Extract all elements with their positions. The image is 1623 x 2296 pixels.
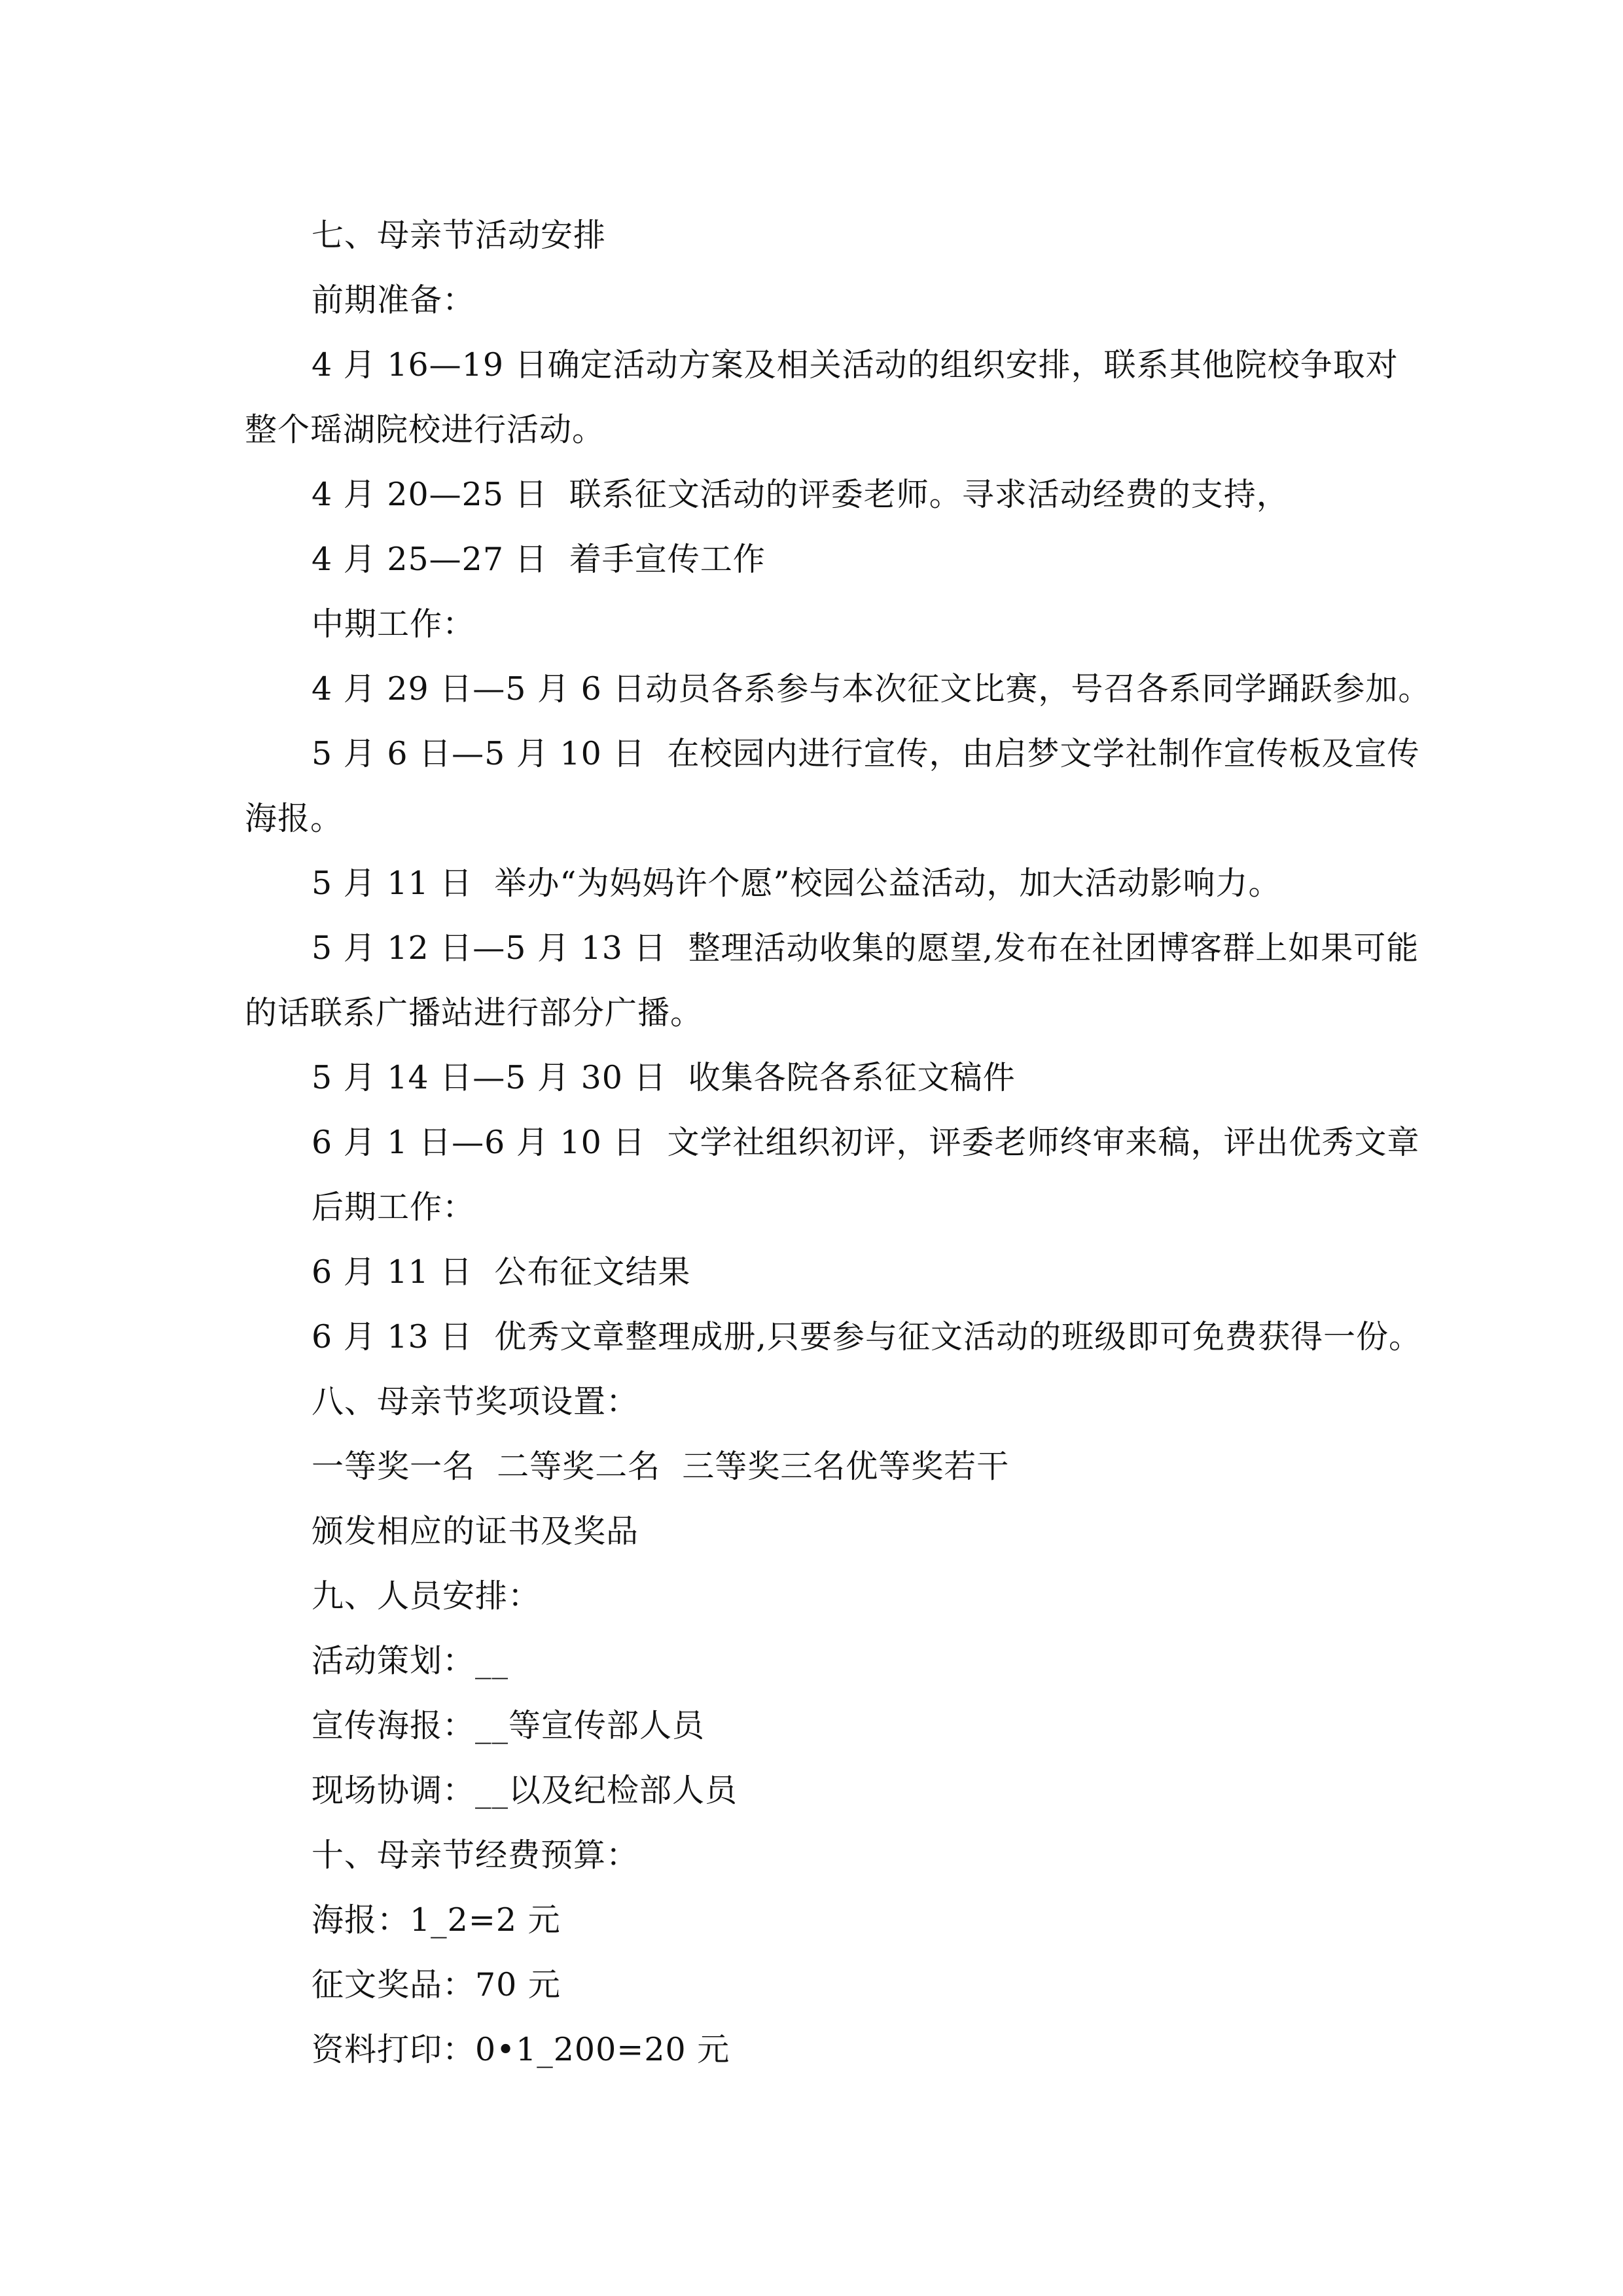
text-line: 5 月 12 日—5 月 13 日 整理活动收集的愿望,发布在社团博客群上如果可能: [312, 929, 1419, 967]
text-line: 4 月 16—19 日确定活动方案及相关活动的组织安排，联系其他院校争取对: [312, 346, 1399, 384]
text-line: 4 月 20—25 日 联系征文活动的评委老师。寻求活动经费的支持，: [312, 476, 1289, 513]
text-line: 整个瑶湖院校进行活动。: [245, 411, 605, 448]
text-line: 征文奖品：70 元: [312, 1966, 561, 2003]
text-line: 6 月 1 日—6 月 10 日 文学社组织初评，评委老师终审来稿，评出优秀文章: [312, 1124, 1420, 1161]
text-line: 6 月 11 日 公布征文结果: [312, 1253, 691, 1291]
text-line: 的话联系广播站进行部分广播。: [245, 994, 704, 1031]
text-line: 4 月 25—27 日 着手宣传工作: [312, 541, 766, 578]
text-line: 七、母亲节活动安排: [312, 217, 607, 254]
text-line: 现场协调：__以及纪检部人员: [312, 1772, 738, 1809]
text-line: 颁发相应的证书及奖品: [312, 1513, 639, 1550]
text-line: 中期工作：: [312, 605, 476, 643]
text-line: 八、母亲节奖项设置：: [312, 1383, 639, 1420]
text-line: 5 月 14 日—5 月 30 日 收集各院各系征文稿件: [312, 1059, 1016, 1096]
text-line: 后期工作：: [312, 1189, 476, 1226]
text-line: 九、人员安排：: [312, 1577, 541, 1615]
text-line: 前期准备：: [312, 281, 476, 319]
text-line: 活动策划：__: [312, 1642, 509, 1679]
text-line: 十、母亲节经费预算：: [312, 1837, 639, 1874]
text-line: 6 月 13 日 优秀文章整理成册,只要参与征文活动的班级即可免费获得一份。: [312, 1318, 1421, 1355]
text-line: 一等奖一名 二等奖二名 三等奖三名优等奖若干: [312, 1448, 1010, 1485]
text-line: 4 月 29 日—5 月 6 日动员各系参与本次征文比赛，号召各系同学踊跃参加。: [312, 670, 1431, 708]
document-body: [0, 203, 1623, 2082]
text-line: 海报：1_2=2 元: [312, 1901, 561, 1939]
text-line: 海报。: [245, 800, 344, 837]
text-line: 宣传海报：__等宣传部人员: [312, 1707, 705, 1744]
text-line: 资料打印：0•1_200=20 元: [312, 2031, 730, 2068]
text-line: 5 月 11 日 举办“为妈妈许个愿”校园公益活动，加大活动影响力。: [312, 865, 1281, 902]
text-line: 5 月 6 日—5 月 10 日 在校园内进行宣传，由启梦文学社制作宣传板及宣传: [312, 735, 1420, 772]
